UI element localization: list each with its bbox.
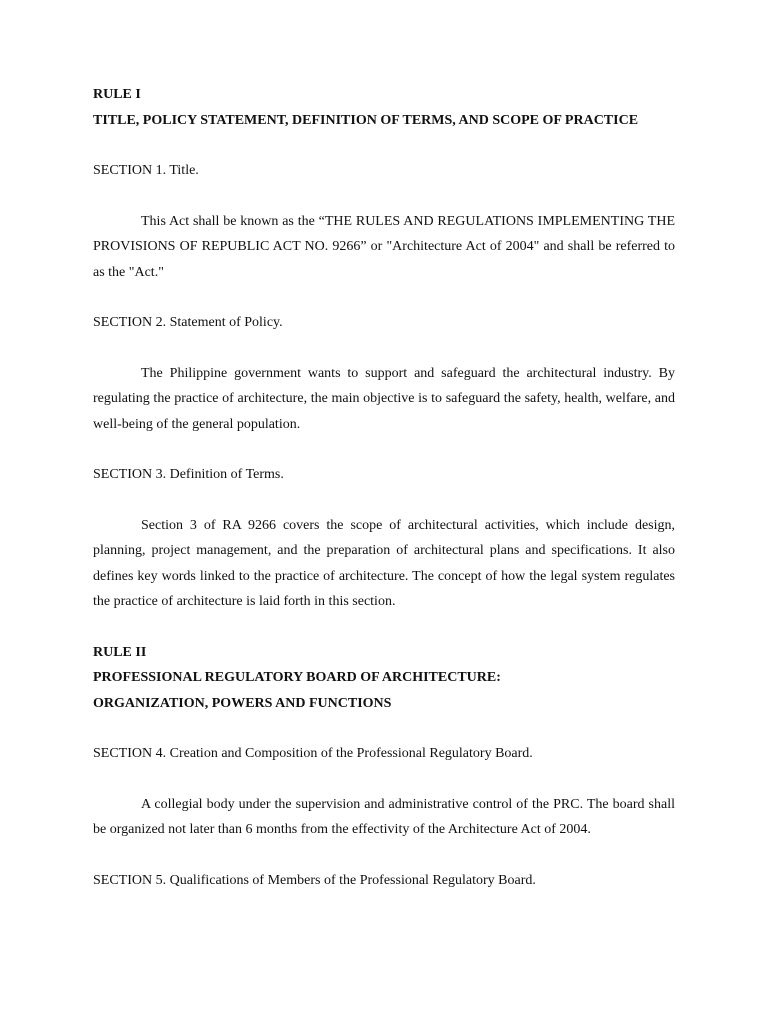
section-4-title: SECTION 4. Creation and Composition of the Professional Regulatory Board.	[93, 746, 533, 761]
section-1-title: SECTION 1. Title.	[93, 163, 199, 178]
rule-1-label: RULE I	[93, 87, 141, 102]
document-page	[93, 82, 675, 893]
rule-2-label: RULE II	[93, 644, 147, 660]
section-3-title: SECTION 3. Definition of Terms.	[93, 467, 284, 482]
rule-2-title-line-2: ORGANIZATION, POWERS AND FUNCTIONS	[93, 695, 392, 711]
section-4-body: A collegial body under the supervision and administrative control of the PRC. The board shall be organized not later than 6 months from the effectivity of the Architecture Act of 2004.	[93, 796, 675, 837]
section-3-body: Section 3 of RA 9266 covers the scope of architectural activities, which include design, planning, project management, and the preparation of architectural plans and specifications. It also defines key words linked to the practice of architecture. The concept of how the legal system regulates the practice of architecture is laid forth in this section.	[93, 517, 675, 609]
section-5-title: SECTION 5. Qualifications of Members of the Professional Regulatory Board.	[93, 872, 536, 888]
rule-1-title: TITLE, POLICY STATEMENT, DEFINITION OF TERMS, AND SCOPE OF PRACTICE	[93, 112, 639, 128]
section-2-title: SECTION 2. Statement of Policy.	[93, 315, 283, 330]
section-1-body: This Act shall be known as the “THE RULES AND REGULATIONS IMPLEMENTING THE PROVISIONS OF REPUBLIC ACT NO. 9266” or "Architecture Act of 2004" and shall be referred to as the "Act."	[93, 213, 675, 280]
section-2-body: The Philippine government wants to support and safeguard the architectural industry. By regulating the practice of architecture, the main objective is to safeguard the safety, health, welfare, and well-being of the general population.	[93, 365, 675, 432]
rule-2-title-line-1: PROFESSIONAL REGULATORY BOARD OF ARCHITECTURE:	[93, 670, 501, 685]
